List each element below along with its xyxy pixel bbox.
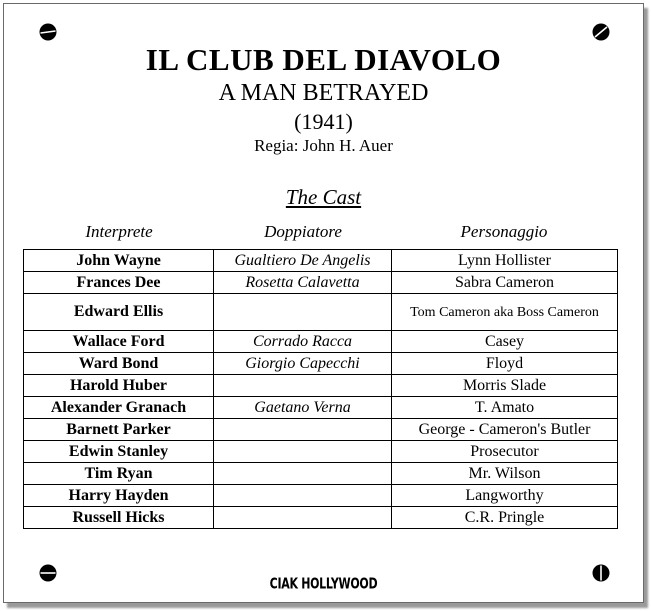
character-cell: Casey	[392, 331, 618, 353]
table-row	[24, 272, 618, 294]
table-row	[24, 353, 618, 375]
character-cell: Langworthy	[392, 485, 618, 507]
table-row	[24, 397, 618, 419]
table-row	[24, 507, 618, 529]
movie-title: IL CLUB DEL DIAVOLO	[145, 42, 502, 77]
dubber-cell: Gualtiero De Angelis	[214, 250, 392, 272]
ciak-hollywood-logo: CIAK HOLLYWOOD	[269, 574, 378, 593]
director-credit: Regia: John H. Auer	[254, 136, 393, 155]
character-cell: Lynn Hollister	[392, 250, 618, 272]
table-row	[24, 375, 618, 397]
actor-cell: Russell Hicks	[24, 507, 214, 529]
character-cell: Morris Slade	[392, 375, 618, 397]
dubber-cell	[214, 441, 392, 463]
actor-cell: John Wayne	[24, 250, 214, 272]
actor-cell: Barnett Parker	[24, 419, 214, 441]
character-cell: Floyd	[392, 353, 618, 375]
cast-table	[23, 249, 618, 529]
actor-cell: Tim Ryan	[24, 463, 214, 485]
actor-cell: Ward Bond	[24, 353, 214, 375]
table-row	[24, 250, 618, 272]
dubber-cell	[214, 294, 392, 331]
dubber-cell: Gaetano Verna	[214, 397, 392, 419]
dubber-cell	[214, 419, 392, 441]
original-title: A MAN BETRAYED	[218, 80, 429, 106]
table-row	[24, 463, 618, 485]
plaque	[3, 3, 644, 603]
column-header-interprete: Interprete	[85, 222, 153, 241]
table-row	[24, 485, 618, 507]
character-cell: C.R. Pringle	[392, 507, 618, 529]
actor-cell: Alexander Granach	[24, 397, 214, 419]
cast-heading: The Cast	[285, 185, 362, 209]
table-row	[24, 419, 618, 441]
dubber-cell	[214, 507, 392, 529]
actor-cell: Edward Ellis	[24, 294, 214, 331]
character-cell: Prosecutor	[392, 441, 618, 463]
table-row	[24, 294, 618, 331]
actor-cell: Wallace Ford	[24, 331, 214, 353]
screw-icon	[39, 23, 57, 41]
column-header-doppiatore: Doppiatore	[264, 222, 342, 241]
dubber-cell	[214, 485, 392, 507]
table-row	[24, 441, 618, 463]
screw-icon	[592, 23, 610, 41]
character-cell: Mr. Wilson	[392, 463, 618, 485]
character-cell: T. Amato	[392, 397, 618, 419]
release-year: (1941)	[294, 109, 353, 134]
actor-cell: Frances Dee	[24, 272, 214, 294]
character-cell: Sabra Cameron	[392, 272, 618, 294]
character-cell: Tom Cameron aka Boss Cameron	[392, 294, 618, 331]
actor-cell: Edwin Stanley	[24, 441, 214, 463]
dubber-cell	[214, 375, 392, 397]
character-cell: George - Cameron's Butler	[392, 419, 618, 441]
actor-cell: Harry Hayden	[24, 485, 214, 507]
column-header-personaggio: Personaggio	[460, 222, 548, 241]
dubber-cell	[214, 463, 392, 485]
dubber-cell: Corrado Racca	[214, 331, 392, 353]
dubber-cell: Rosetta Calavetta	[214, 272, 392, 294]
actor-cell: Harold Huber	[24, 375, 214, 397]
table-row	[24, 331, 618, 353]
dubber-cell: Giorgio Capecchi	[214, 353, 392, 375]
